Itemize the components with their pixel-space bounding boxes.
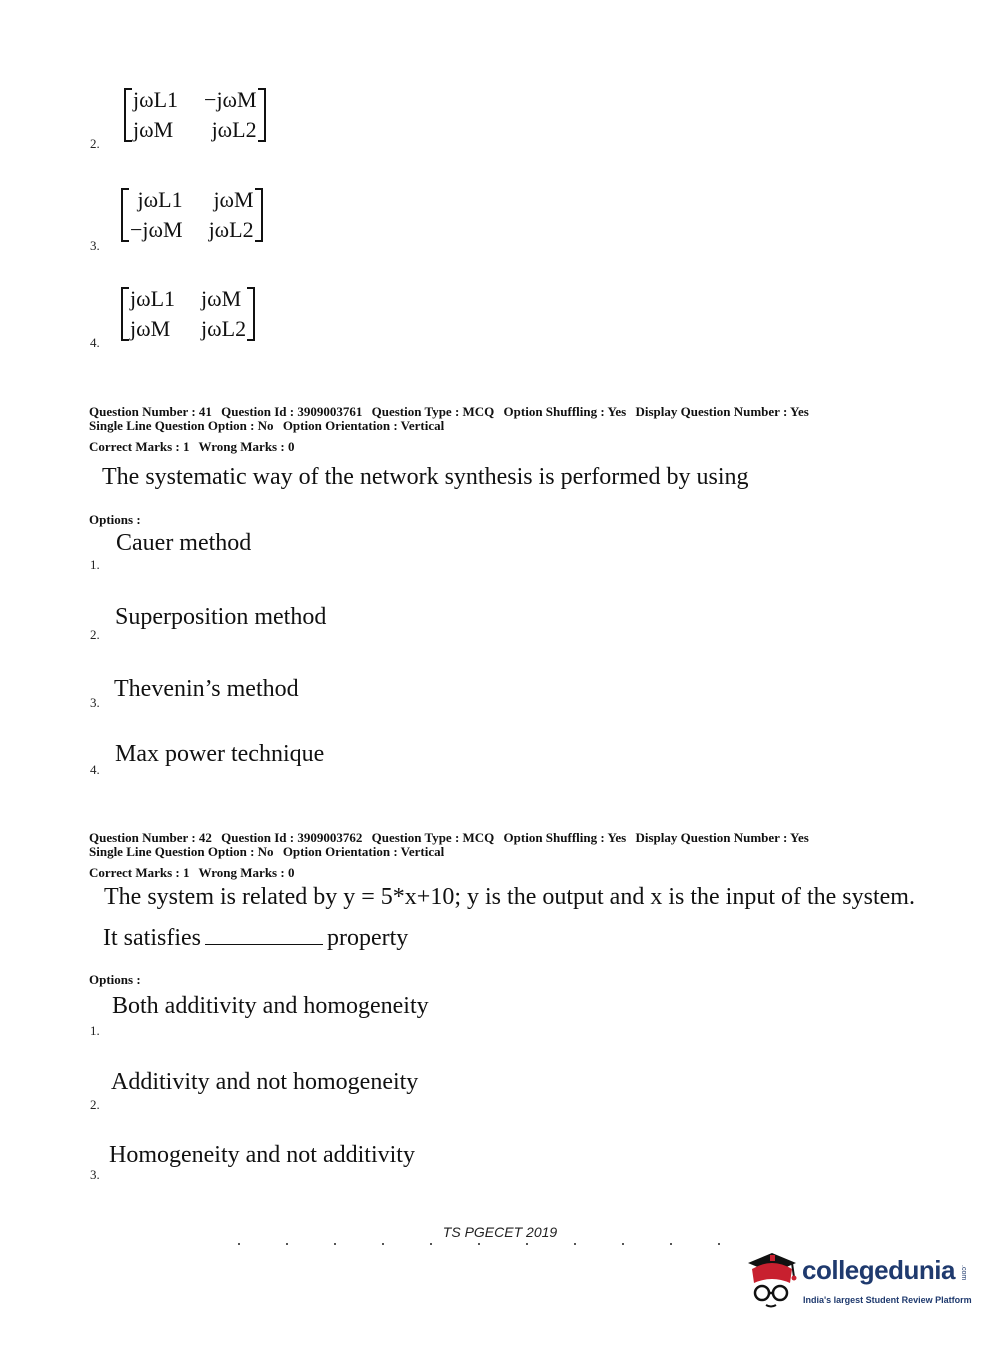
q42-question-line1: The system is related by y = 5*x+10; y is the output and x is the input of the system. bbox=[104, 884, 915, 910]
q42-question-number: Question Number : 42 bbox=[89, 830, 212, 845]
matrix-cell: jωL1 bbox=[137, 187, 183, 212]
q42-option-1-text[interactable]: Both additivity and homogeneity bbox=[112, 993, 429, 1019]
q41-marks bbox=[89, 440, 300, 454]
footer-dotted-divider bbox=[238, 1243, 738, 1245]
q41-single-line-option: Single Line Question Option : No bbox=[89, 418, 274, 433]
graduate-mascot-icon bbox=[742, 1247, 802, 1311]
q41-options-label: Options : bbox=[89, 512, 141, 527]
matrix-cell: jωL2 bbox=[211, 117, 257, 142]
q42-option-3-text[interactable]: Homogeneity and not additivity bbox=[109, 1142, 415, 1168]
q41-correct-marks: Correct Marks : 1 bbox=[89, 439, 190, 454]
q41-option-shuffling: Option Shuffling : Yes bbox=[503, 404, 627, 419]
matrix-cell: jωL1 bbox=[133, 87, 179, 112]
q42-option-3-number: 3. bbox=[90, 1167, 100, 1182]
collegedunia-logo[interactable] bbox=[742, 1247, 972, 1317]
answer-blank bbox=[205, 926, 323, 945]
q41-option-3-text[interactable]: Thevenin’s method bbox=[114, 676, 299, 702]
prev-option-4-number: 4. bbox=[90, 335, 100, 350]
q41-question-number: Question Number : 41 bbox=[89, 404, 212, 419]
q42-question-line2-pre: It satisfies bbox=[103, 925, 201, 951]
prev-option-2-matrix bbox=[124, 86, 266, 144]
matrix-cell: jωM bbox=[201, 286, 242, 311]
q41-option-4-text[interactable]: Max power technique bbox=[115, 741, 325, 767]
q42-single-line-option: Single Line Question Option : No bbox=[89, 844, 274, 859]
prev-option-4-matrix bbox=[121, 285, 255, 343]
q41-question-id: Question Id : 3909003761 bbox=[221, 404, 363, 419]
q41-option-1-number: 1. bbox=[90, 557, 100, 572]
q42-question-type: Question Type : MCQ bbox=[371, 830, 495, 845]
brand-name: collegedunia bbox=[802, 1255, 955, 1285]
q42-option-2-text[interactable]: Additivity and not homogeneity bbox=[111, 1069, 419, 1095]
q41-option-4-number: 4. bbox=[90, 762, 100, 777]
matrix-cell: −jωM bbox=[204, 87, 257, 112]
q42-question-id: Question Id : 3909003762 bbox=[221, 830, 363, 845]
prev-option-2-number: 2. bbox=[90, 136, 100, 151]
q41-question-type: Question Type : MCQ bbox=[371, 404, 495, 419]
q42-correct-marks: Correct Marks : 1 bbox=[89, 865, 190, 880]
q41-option-2-number: 2. bbox=[90, 627, 100, 642]
matrix-cell: jωL1 bbox=[130, 286, 176, 311]
q42-option-1-number: 1. bbox=[90, 1023, 100, 1038]
prev-option-3-matrix bbox=[121, 186, 263, 244]
q42-options-label: Options : bbox=[89, 972, 141, 987]
q41-meta-line1 bbox=[89, 405, 815, 419]
q41-option-2-text[interactable]: Superposition method bbox=[115, 604, 327, 630]
matrix-cell: jωM bbox=[133, 117, 174, 142]
brand-suffix: .com bbox=[960, 1265, 967, 1281]
q42-option-shuffling: Option Shuffling : Yes bbox=[503, 830, 627, 845]
q42-wrong-marks: Wrong Marks : 0 bbox=[198, 865, 295, 880]
matrix-cell: jωL2 bbox=[201, 316, 247, 341]
q41-option-1-text[interactable]: Cauer method bbox=[116, 530, 252, 556]
matrix-cell: jωM bbox=[213, 187, 254, 212]
q42-marks bbox=[89, 866, 300, 880]
q42-meta-line1 bbox=[89, 831, 815, 845]
q41-wrong-marks: Wrong Marks : 0 bbox=[198, 439, 295, 454]
brand-tagline: India's largest Student Review Platform bbox=[803, 1295, 972, 1305]
q41-display-question-number: Display Question Number : Yes bbox=[635, 404, 809, 419]
q42-option-2-number: 2. bbox=[90, 1097, 100, 1112]
q42-question-line2-post: property bbox=[326, 925, 409, 951]
q42-question-line2 bbox=[103, 925, 408, 952]
q42-option-orientation: Option Orientation : Vertical bbox=[282, 844, 445, 859]
q41-option-orientation: Option Orientation : Vertical bbox=[282, 418, 445, 433]
matrix-cell: −jωM bbox=[130, 217, 183, 242]
q42-meta-line2 bbox=[89, 845, 450, 859]
matrix-cell: jωL2 bbox=[208, 217, 254, 242]
q41-meta-line2 bbox=[89, 419, 450, 433]
q42-display-question-number: Display Question Number : Yes bbox=[635, 830, 809, 845]
prev-option-3-number: 3. bbox=[90, 238, 100, 253]
matrix-cell: jωM bbox=[130, 316, 171, 341]
q41-option-3-number: 3. bbox=[90, 695, 100, 710]
q41-question-text: The systematic way of the network synthesis is performed by using bbox=[102, 464, 749, 490]
footer-exam-title: TS PGECET 2019 bbox=[442, 1224, 558, 1240]
